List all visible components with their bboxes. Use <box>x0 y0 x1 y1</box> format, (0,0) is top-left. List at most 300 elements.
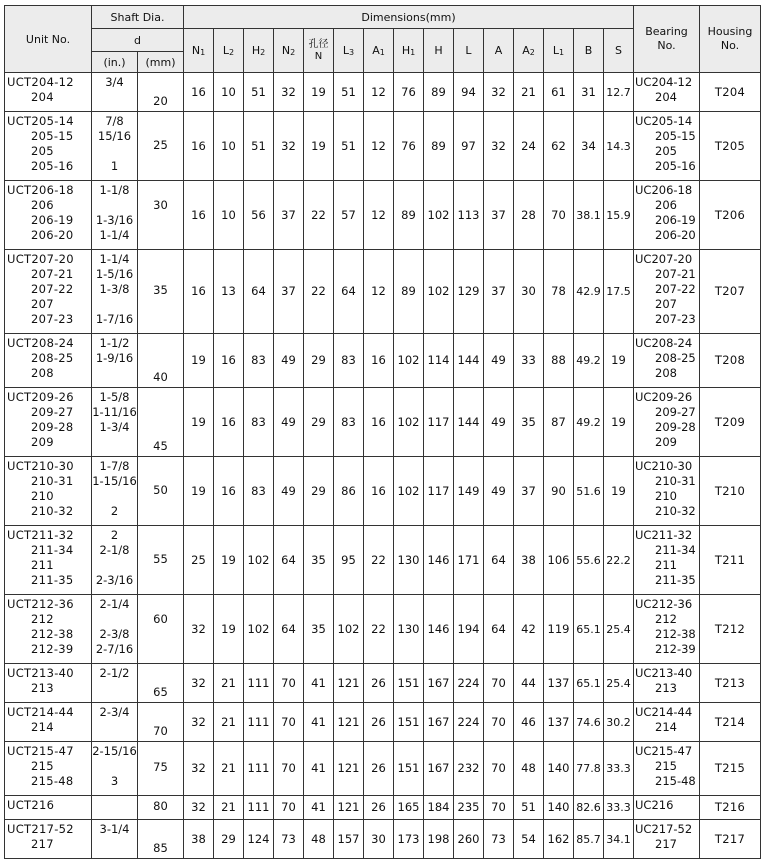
bearing-no: 205-15 <box>655 129 696 143</box>
dimension-value: 51 <box>334 112 364 181</box>
housing-no: T210 <box>700 457 761 526</box>
header-dim-col <box>484 29 514 73</box>
bearing-no-cell <box>634 334 700 388</box>
dimension-value: 13 <box>214 250 244 334</box>
bearing-no-cell <box>634 388 700 457</box>
bearing-no: 210-31 <box>655 474 696 488</box>
unit-no: 207-23 <box>31 312 74 326</box>
dimension-value: 46 <box>514 703 544 742</box>
dimension-value: 32 <box>184 595 214 664</box>
dimension-value: 85.7 <box>574 820 604 859</box>
shaft-inch: 1-7/16 <box>95 312 134 326</box>
dimension-value: 21 <box>214 796 244 820</box>
bearing-no-cell <box>634 181 700 250</box>
dimension-value: 19 <box>214 526 244 595</box>
dimension-value: 151 <box>394 664 424 703</box>
dimension-value: 31 <box>574 73 604 112</box>
table-row <box>5 820 761 859</box>
header-dim-label: H <box>251 43 261 57</box>
dimension-value: 106 <box>544 526 574 595</box>
dimension-value: 65.1 <box>574 664 604 703</box>
dimension-value: 121 <box>334 703 364 742</box>
header-dim-subscript: 2 <box>260 47 266 57</box>
header-dim-col <box>454 29 484 73</box>
dimension-value: 38.1 <box>574 181 604 250</box>
table-row <box>5 112 761 181</box>
housing-no: T214 <box>700 703 761 742</box>
dimension-value: 167 <box>424 703 454 742</box>
unit-no: 213 <box>31 681 54 695</box>
dimension-value: 111 <box>244 796 274 820</box>
dimension-value: 62 <box>544 112 574 181</box>
unit-no: 208-25 <box>31 351 74 365</box>
shaft-inch-cell <box>92 796 138 820</box>
bearing-no-cell <box>634 703 700 742</box>
dimension-value: 19 <box>184 388 214 457</box>
shaft-inch: 2 <box>110 504 119 518</box>
unit-no-cell <box>5 250 92 334</box>
header-unit-no: Unit No. <box>5 6 92 73</box>
bearing-no: UC217-52 <box>635 822 693 836</box>
header-dim-subscript: 1 <box>559 47 565 57</box>
dimension-value: 49 <box>484 388 514 457</box>
shaft-inch-cell <box>92 703 138 742</box>
shaft-inch: 2-1/8 <box>99 543 130 557</box>
specification-table <box>4 5 761 859</box>
shaft-mm: 35 <box>138 250 184 334</box>
header-in: (in.) <box>92 52 138 73</box>
unit-no-cell <box>5 112 92 181</box>
header-housing-no <box>700 6 761 73</box>
bearing-no: 209-27 <box>655 405 696 419</box>
bearing-no: UC214-44 <box>635 705 693 719</box>
dimension-value: 37 <box>514 457 544 526</box>
shaft-inch: 1-3/8 <box>99 282 130 296</box>
shaft-inch-cell <box>92 595 138 664</box>
unit-no: 211-34 <box>31 543 74 557</box>
bearing-no: UC208-24 <box>635 336 693 350</box>
bearing-no: 212-39 <box>655 642 696 656</box>
dimension-value: 57 <box>334 181 364 250</box>
shaft-mm: 60 <box>138 595 184 664</box>
dimension-value: 97 <box>454 112 484 181</box>
bearing-no-cell <box>634 457 700 526</box>
table-row <box>5 334 761 388</box>
shaft-mm: 40 <box>138 334 184 388</box>
shaft-inch: 2-1/2 <box>99 666 130 680</box>
dimension-value: 26 <box>364 664 394 703</box>
dimension-value: 37 <box>484 250 514 334</box>
shaft-inch <box>92 489 137 504</box>
bearing-no-cell <box>634 526 700 595</box>
header-dim-col <box>184 29 214 73</box>
bearing-no: UC204-12 <box>635 75 693 89</box>
shaft-inch <box>92 759 137 774</box>
shaft-mm: 20 <box>138 73 184 112</box>
dimension-value: 19 <box>604 334 634 388</box>
dimension-value: 16 <box>214 457 244 526</box>
shaft-inch <box>92 297 137 312</box>
dimension-value: 30.2 <box>604 703 634 742</box>
dimension-value: 70 <box>274 796 304 820</box>
bearing-no: UC211-32 <box>635 528 693 542</box>
dimension-value: 37 <box>274 250 304 334</box>
dimension-value: 137 <box>544 664 574 703</box>
unit-no: 209 <box>31 435 54 449</box>
table-row <box>5 250 761 334</box>
unit-no-cell <box>5 334 92 388</box>
unit-no: UCT211-32 <box>7 528 74 542</box>
unit-no: 210-32 <box>31 504 74 518</box>
unit-no: 212-39 <box>31 642 74 656</box>
shaft-inch: 2-15/16 <box>92 744 137 758</box>
dimension-value: 64 <box>244 250 274 334</box>
table-header <box>5 6 761 73</box>
shaft-inch <box>92 558 137 573</box>
dimension-value: 22 <box>304 250 334 334</box>
shaft-inch: 1-5/8 <box>99 390 130 404</box>
header-mm: (mm) <box>138 52 184 73</box>
dimension-value: 144 <box>454 388 484 457</box>
header-dim-subscript: 1 <box>410 47 416 57</box>
dimension-value: 22 <box>304 181 334 250</box>
bearing-no-cell <box>634 796 700 820</box>
shaft-inch <box>92 612 137 627</box>
dimension-value: 29 <box>304 334 334 388</box>
dimension-value: 102 <box>394 457 424 526</box>
dimension-value: 33.3 <box>604 796 634 820</box>
dimension-value: 19 <box>604 388 634 457</box>
unit-no: UCT212-36 <box>7 597 74 611</box>
dimension-value: 89 <box>394 181 424 250</box>
header-dim-label: A <box>372 43 380 57</box>
header-dim-col <box>334 29 364 73</box>
header-dim-col <box>274 29 304 73</box>
header-dim-col <box>424 29 454 73</box>
unit-no: UCT214-44 <box>7 705 74 719</box>
unit-no: 214 <box>31 720 54 734</box>
bearing-no: 207-21 <box>655 267 696 281</box>
shaft-inch-cell <box>92 112 138 181</box>
bearing-no: 213 <box>655 681 677 695</box>
housing-no: T216 <box>700 796 761 820</box>
dimension-value: 171 <box>454 526 484 595</box>
dimension-value: 162 <box>544 820 574 859</box>
unit-no-cell <box>5 526 92 595</box>
dimension-value: 73 <box>484 820 514 859</box>
shaft-inch-cell <box>92 742 138 796</box>
shaft-inch: 3/4 <box>105 75 124 89</box>
shaft-inch <box>92 90 137 105</box>
shaft-inch-cell <box>92 820 138 859</box>
dimension-value: 89 <box>394 250 424 334</box>
unit-no: 212-38 <box>31 627 74 641</box>
dimension-value: 35 <box>304 526 334 595</box>
dimension-value: 65.1 <box>574 595 604 664</box>
dimension-value: 25.4 <box>604 664 634 703</box>
dimension-value: 28 <box>514 181 544 250</box>
unit-no: 211 <box>31 558 54 572</box>
dimension-value: 117 <box>424 457 454 526</box>
dimension-value: 151 <box>394 742 424 796</box>
dimension-value: 25 <box>184 526 214 595</box>
bearing-no: 215-48 <box>655 774 696 788</box>
dimension-value: 64 <box>274 595 304 664</box>
bearing-no: 207-23 <box>655 312 696 326</box>
header-bearing-no-text: Bearing No. <box>645 25 688 52</box>
dimension-value: 16 <box>364 334 394 388</box>
shaft-inch-cell <box>92 334 138 388</box>
shaft-inch <box>92 144 137 159</box>
shaft-mm: 50 <box>138 457 184 526</box>
bearing-no: 207-22 <box>655 282 696 296</box>
shaft-inch: 2-3/8 <box>99 627 130 641</box>
unit-no-cell <box>5 742 92 796</box>
header-dim-col <box>304 29 334 73</box>
dimension-value: 102 <box>244 595 274 664</box>
table-row <box>5 73 761 112</box>
unit-no-cell <box>5 181 92 250</box>
dimension-value: 260 <box>454 820 484 859</box>
dimension-value: 89 <box>424 73 454 112</box>
dimension-value: 224 <box>454 664 484 703</box>
dimension-value: 117 <box>424 388 454 457</box>
header-dim-col <box>244 29 274 73</box>
unit-no: 208 <box>31 366 54 380</box>
header-dim-label: A <box>494 44 503 57</box>
dimension-value: 37 <box>274 181 304 250</box>
dimension-value: 10 <box>214 73 244 112</box>
header-dim-subscript: 2 <box>290 47 296 57</box>
dimension-value: 111 <box>244 664 274 703</box>
unit-no: 206 <box>31 198 54 212</box>
dimension-value: 21 <box>514 73 544 112</box>
unit-no: UCT213-40 <box>7 666 74 680</box>
dimension-value: 49 <box>274 457 304 526</box>
unit-no-cell <box>5 73 92 112</box>
unit-no: UCT205-14 <box>7 114 74 128</box>
header-dim-subscript: 2 <box>229 47 235 57</box>
dimension-value: 16 <box>364 457 394 526</box>
dimension-value: 19 <box>304 73 334 112</box>
unit-no: 205-16 <box>31 159 74 173</box>
unit-no: UCT210-30 <box>7 459 74 473</box>
bearing-no: 211-35 <box>655 573 696 587</box>
dimension-value: 26 <box>364 742 394 796</box>
unit-no: UCT209-26 <box>7 390 74 404</box>
housing-no: T207 <box>700 250 761 334</box>
housing-no: T217 <box>700 820 761 859</box>
dimension-value: 89 <box>424 112 454 181</box>
housing-no: T204 <box>700 73 761 112</box>
shaft-inch <box>92 837 137 852</box>
dimension-value: 16 <box>364 388 394 457</box>
dimension-value: 121 <box>334 796 364 820</box>
dimension-value: 87 <box>544 388 574 457</box>
dimension-value: 16 <box>214 334 244 388</box>
bearing-no: 209 <box>655 435 677 449</box>
dimension-value: 35 <box>304 595 334 664</box>
dimension-value: 34 <box>574 112 604 181</box>
bearing-no: UC210-30 <box>635 459 693 473</box>
bearing-no: 214 <box>655 720 677 734</box>
dimension-value: 29 <box>214 820 244 859</box>
bearing-no-cell <box>634 595 700 664</box>
dimension-value: 42.9 <box>574 250 604 334</box>
unit-no: 209-28 <box>31 420 74 434</box>
dimension-value: 51 <box>244 112 274 181</box>
unit-no: 205-15 <box>31 129 74 143</box>
bearing-no: UC213-40 <box>635 666 693 680</box>
bearing-no: UC207-20 <box>635 252 693 266</box>
dimension-value: 49.2 <box>574 334 604 388</box>
shaft-mm: 25 <box>138 112 184 181</box>
unit-no: UCT204-12 <box>7 75 74 89</box>
bearing-no: UC215-47 <box>635 744 693 758</box>
shaft-mm: 30 <box>138 181 184 250</box>
header-dim-col <box>394 29 424 73</box>
dimension-value: 42 <box>514 595 544 664</box>
dimension-value: 64 <box>334 250 364 334</box>
dimension-value: 224 <box>454 703 484 742</box>
unit-no: 206-20 <box>31 228 74 242</box>
header-dim-label: H <box>401 43 411 57</box>
dimension-value: 26 <box>364 703 394 742</box>
dimension-value: 70 <box>274 703 304 742</box>
bearing-no: 209-28 <box>655 420 696 434</box>
dimension-value: 140 <box>544 742 574 796</box>
shaft-inch <box>92 435 137 450</box>
bearing-no: 212 <box>655 612 677 626</box>
unit-no: 204 <box>31 90 54 104</box>
bearing-no-cell <box>634 820 700 859</box>
dimension-value: 64 <box>274 526 304 595</box>
bearing-no: 210 <box>655 489 677 503</box>
unit-no: UCT216 <box>7 798 55 812</box>
header-dim-label: S <box>615 44 622 57</box>
dimension-value: 83 <box>244 334 274 388</box>
table-row <box>5 457 761 526</box>
table-row <box>5 388 761 457</box>
dimension-value: 16 <box>184 250 214 334</box>
header-dim-col <box>604 29 634 73</box>
housing-no: T206 <box>700 181 761 250</box>
unit-no-cell <box>5 796 92 820</box>
shaft-inch: 1-1/4 <box>99 252 130 266</box>
housing-no: T215 <box>700 742 761 796</box>
dimension-value: 34.1 <box>604 820 634 859</box>
dimension-value: 173 <box>394 820 424 859</box>
dimension-value: 73 <box>274 820 304 859</box>
dimension-value: 90 <box>544 457 574 526</box>
header-dim-col <box>214 29 244 73</box>
dimension-value: 38 <box>514 526 544 595</box>
shaft-mm: 75 <box>138 742 184 796</box>
unit-no: 207 <box>31 297 54 311</box>
dimension-value: 70 <box>484 742 514 796</box>
shaft-inch: 1-3/16 <box>95 213 134 227</box>
unit-no-cell <box>5 703 92 742</box>
shaft-inch: 1-15/16 <box>92 474 137 488</box>
header-housing-no-text: Housing No. <box>707 25 753 52</box>
dimension-value: 17.5 <box>604 250 634 334</box>
dimension-value: 55.6 <box>574 526 604 595</box>
dimension-value: 38 <box>184 820 214 859</box>
dimension-value: 198 <box>424 820 454 859</box>
dimension-value: 56 <box>244 181 274 250</box>
dimension-value: 121 <box>334 742 364 796</box>
dimension-value: 12 <box>364 250 394 334</box>
dimension-value: 19 <box>214 595 244 664</box>
dimension-value: 19 <box>604 457 634 526</box>
dimension-value: 35 <box>514 388 544 457</box>
dimension-value: 83 <box>244 388 274 457</box>
dimension-value: 194 <box>454 595 484 664</box>
unit-no: 207-22 <box>31 282 74 296</box>
dimension-value: 30 <box>364 820 394 859</box>
bearing-no: 212-38 <box>655 627 696 641</box>
dimension-value: 61 <box>544 73 574 112</box>
bearing-no-cell <box>634 112 700 181</box>
unit-no: UCT208-24 <box>7 336 74 350</box>
shaft-inch-cell <box>92 664 138 703</box>
header-dimensions: Dimensions(mm) <box>184 6 634 29</box>
dimension-value: 14.3 <box>604 112 634 181</box>
unit-no: 217 <box>31 837 54 851</box>
dimension-value: 32 <box>274 112 304 181</box>
dimension-value: 51 <box>514 796 544 820</box>
dimension-value: 19 <box>304 112 334 181</box>
dimension-value: 22 <box>364 526 394 595</box>
unit-no: 207-21 <box>31 267 74 281</box>
dimension-value: 140 <box>544 796 574 820</box>
bearing-no: 208 <box>655 366 677 380</box>
shaft-inch: 1-1/8 <box>99 183 130 197</box>
dimension-value: 49 <box>484 457 514 526</box>
dimension-value: 77.8 <box>574 742 604 796</box>
unit-no: 211-35 <box>31 573 74 587</box>
bearing-no: 205-16 <box>655 159 696 173</box>
unit-no: 209-27 <box>31 405 74 419</box>
bearing-no: 215 <box>655 759 677 773</box>
unit-no: UCT215-47 <box>7 744 74 758</box>
dimension-value: 21 <box>214 742 244 796</box>
unit-no: UCT217-52 <box>7 822 74 836</box>
dimension-value: 76 <box>394 73 424 112</box>
bearing-no-cell <box>634 73 700 112</box>
bearing-no: 211 <box>655 558 677 572</box>
header-dim-col <box>514 29 544 73</box>
bearing-no: UC205-14 <box>635 114 693 128</box>
dimension-value: 113 <box>454 181 484 250</box>
dimension-value: 70 <box>484 664 514 703</box>
dimension-value: 12 <box>364 112 394 181</box>
dimension-value: 130 <box>394 526 424 595</box>
table-row <box>5 796 761 820</box>
dimension-value: 29 <box>304 457 334 526</box>
dimension-value: 76 <box>394 112 424 181</box>
shaft-inch: 1-3/4 <box>99 420 130 434</box>
shaft-inch: 7/8 <box>105 114 124 128</box>
dimension-value: 70 <box>274 742 304 796</box>
header-dim-label: N <box>281 43 291 57</box>
dimension-value: 10 <box>214 181 244 250</box>
header-dim-col <box>364 29 394 73</box>
header-dim-label: L <box>342 43 350 57</box>
dimension-value: 167 <box>424 742 454 796</box>
shaft-inch: 1-9/16 <box>95 351 134 365</box>
shaft-inch-cell <box>92 250 138 334</box>
